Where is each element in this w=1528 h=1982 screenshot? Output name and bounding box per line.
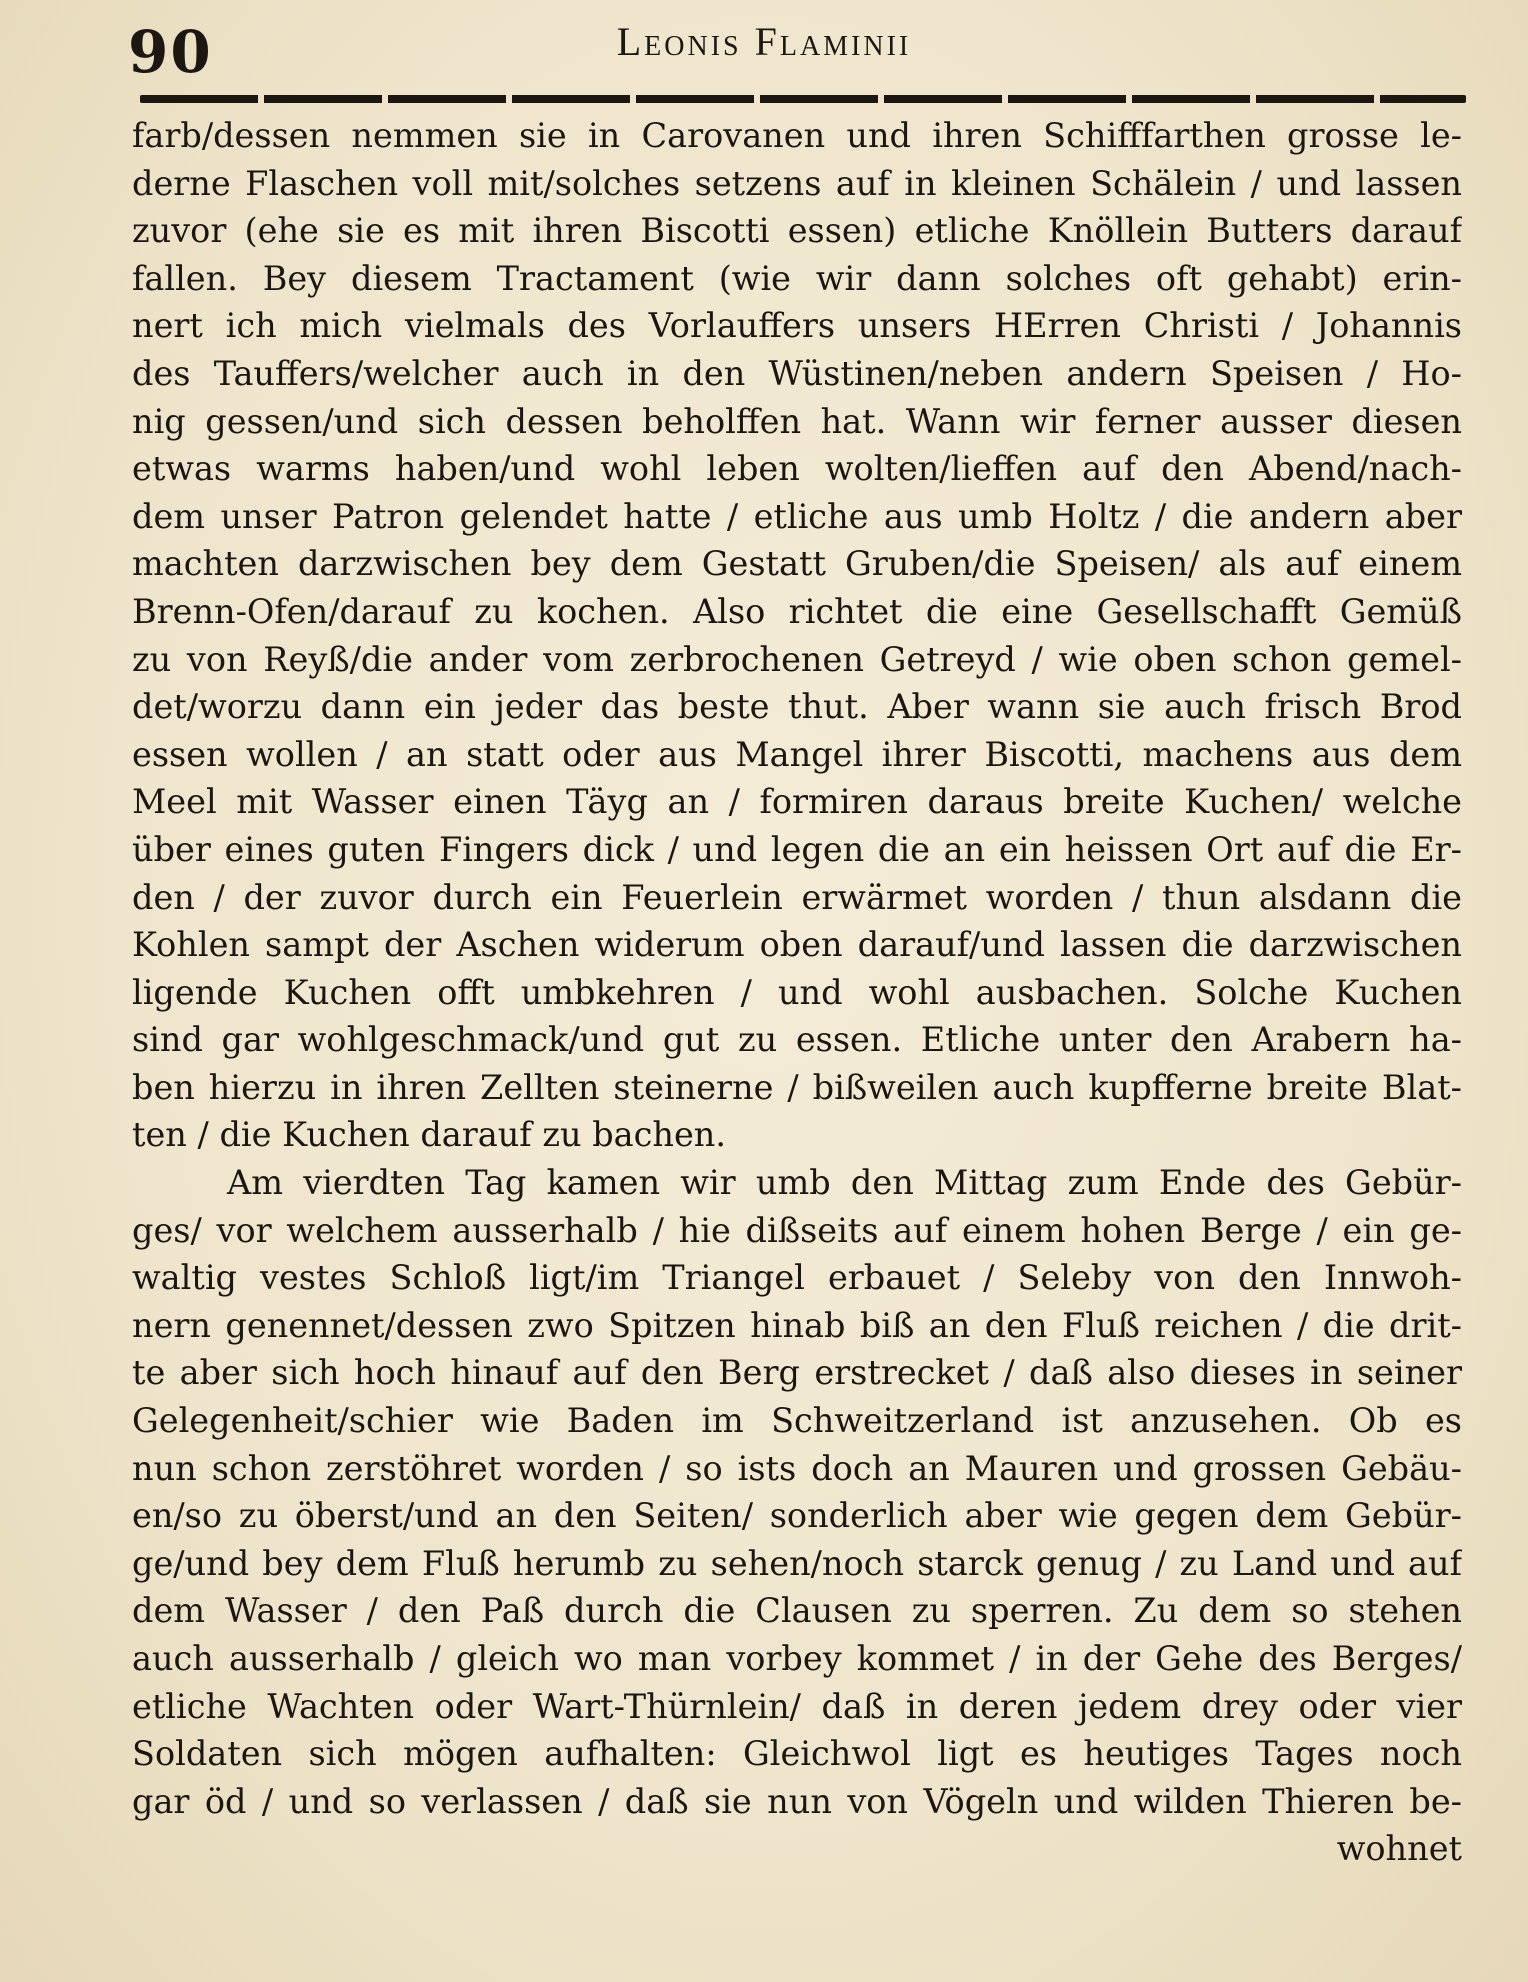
text-line: nig gessen/und sich dessen beholffen hat. Wann wir ferner ausser diesen	[132, 401, 1462, 441]
text-line: den / der zuvor durch ein Feuerlein erwärmet worden / thun alsdann die	[132, 877, 1462, 917]
page-number: 90	[128, 18, 213, 86]
text-line: Meel mit Wasser einen Täyg an / formiren daraus breite Kuchen/ welche	[132, 782, 1462, 822]
text-line: en/so zu öberst/und an den Seiten/ sonderlich aber wie gegen dem Gebür-	[132, 1496, 1462, 1536]
text-line: det/worzu dann ein jeder das beste thut. Aber wann sie auch frisch Brod	[132, 687, 1462, 727]
text-line: Brenn-Ofen/darauf zu kochen. Also richtet die eine Gesellschafft Gemüß	[132, 591, 1462, 631]
text-line: nun schon zerstöhret worden / so ists doch an Mauren und grossen Gebäu-	[132, 1448, 1462, 1488]
text-line: dem unser Patron gelendet hatte / etliche aus umb Holtz / die andern aber	[132, 496, 1462, 536]
text-line: fallen. Bey diesem Tractament (wie wir dann solches oft gehabt) erin-	[132, 258, 1462, 298]
text-line: Soldaten sich mögen aufhalten: Gleichwol ligt es heutiges Tages noch	[132, 1734, 1462, 1774]
text-line: essen wollen / an statt oder aus Mangel ihrer Biscotti, machens aus dem	[132, 734, 1462, 774]
text-line: Gelegenheit/schier wie Baden im Schweitzerland ist anzusehen. Ob es	[132, 1401, 1462, 1441]
text-line: ligende Kuchen offt umbkehren / und wohl ausbachen. Solche Kuchen	[132, 972, 1462, 1012]
text-line: etliche Wachten oder Wart-Thürnlein/ daß in deren jedem drey oder vier	[132, 1686, 1462, 1726]
text-line: zuvor (ehe sie es mit ihren Biscotti essen) etliche Knöllein Butters darauf	[132, 211, 1462, 251]
text-line: nern genennet/dessen zwo Spitzen hinab biß an den Fluß reichen / die drit-	[132, 1305, 1462, 1345]
text-line: ten / die Kuchen darauf zu bachen.	[132, 1115, 727, 1155]
text-line: des Tauffers/welcher auch in den Wüstinen/neben andern Speisen / Ho-	[132, 353, 1462, 393]
text-line: farb/dessen nemmen sie in Carovanen und ihren Schifffarthen grosse le-	[132, 116, 1462, 155]
text-line: gar öd / und so verlassen / daß sie nun von Vögeln und wilden Thieren be-	[132, 1781, 1462, 1821]
catchword: wohnet	[1336, 1829, 1462, 1869]
paragraph-first-line: Am vierdten Tag kamen wir umb den Mittag zum Ende des Gebür-	[227, 1163, 1462, 1203]
text-line: über eines guten Fingers dick / und legen die an ein heissen Ort auf die Er-	[132, 829, 1462, 869]
text-line: ben hierzu in ihren Zellten steinerne / bißweilen auch kupfferne breite Blat-	[132, 1067, 1462, 1107]
text-line: etwas warms haben/und wohl leben wolten/lieffen auf den Abend/nach-	[132, 449, 1462, 489]
text-line: Kohlen sampt der Aschen widerum oben darauf/und lassen die darzwischen	[132, 925, 1462, 965]
header-rule	[140, 95, 1466, 103]
text-line: ges/ vor welchem ausserhalb / hie dißseits auf einem hohen Berge / ein ge-	[132, 1210, 1462, 1250]
text-line: zu von Reyß/die ander vom zerbrochenen Getreyd / wie oben schon gemel-	[132, 639, 1462, 679]
text-line: waltig vestes Schloß ligt/im Triangel erbauet / Seleby von den Innwoh-	[132, 1258, 1462, 1298]
running-head: Leonis Flaminii	[616, 19, 912, 64]
body-text	[132, 112, 1462, 1873]
text-line: sind gar wohlgeschmack/und gut zu essen. Etliche unter den Arabern ha-	[132, 1020, 1462, 1060]
text-line: machten darzwischen bey dem Gestatt Gruben/die Speisen/ als auf einem	[132, 544, 1462, 584]
text-line: dem Wasser / den Paß durch die Clausen zu sperren. Zu dem so stehen	[132, 1591, 1462, 1631]
text-line: nert ich mich vielmals des Vorlauffers unsers HErren Christi / Johannis	[132, 306, 1462, 346]
text-line: auch ausserhalb / gleich wo man vorbey kommet / in der Gehe des Berges/	[132, 1639, 1462, 1678]
text-line: derne Flaschen voll mit/solches setzens auf in kleinen Schälein / und lassen	[132, 163, 1462, 203]
text-line: te aber sich hoch hinauf auf den Berg erstrecket / daß also dieses in seiner	[132, 1353, 1462, 1393]
text-line: ge/und bey dem Fluß herumb zu sehen/noch starck genug / zu Land und auf	[132, 1543, 1462, 1583]
